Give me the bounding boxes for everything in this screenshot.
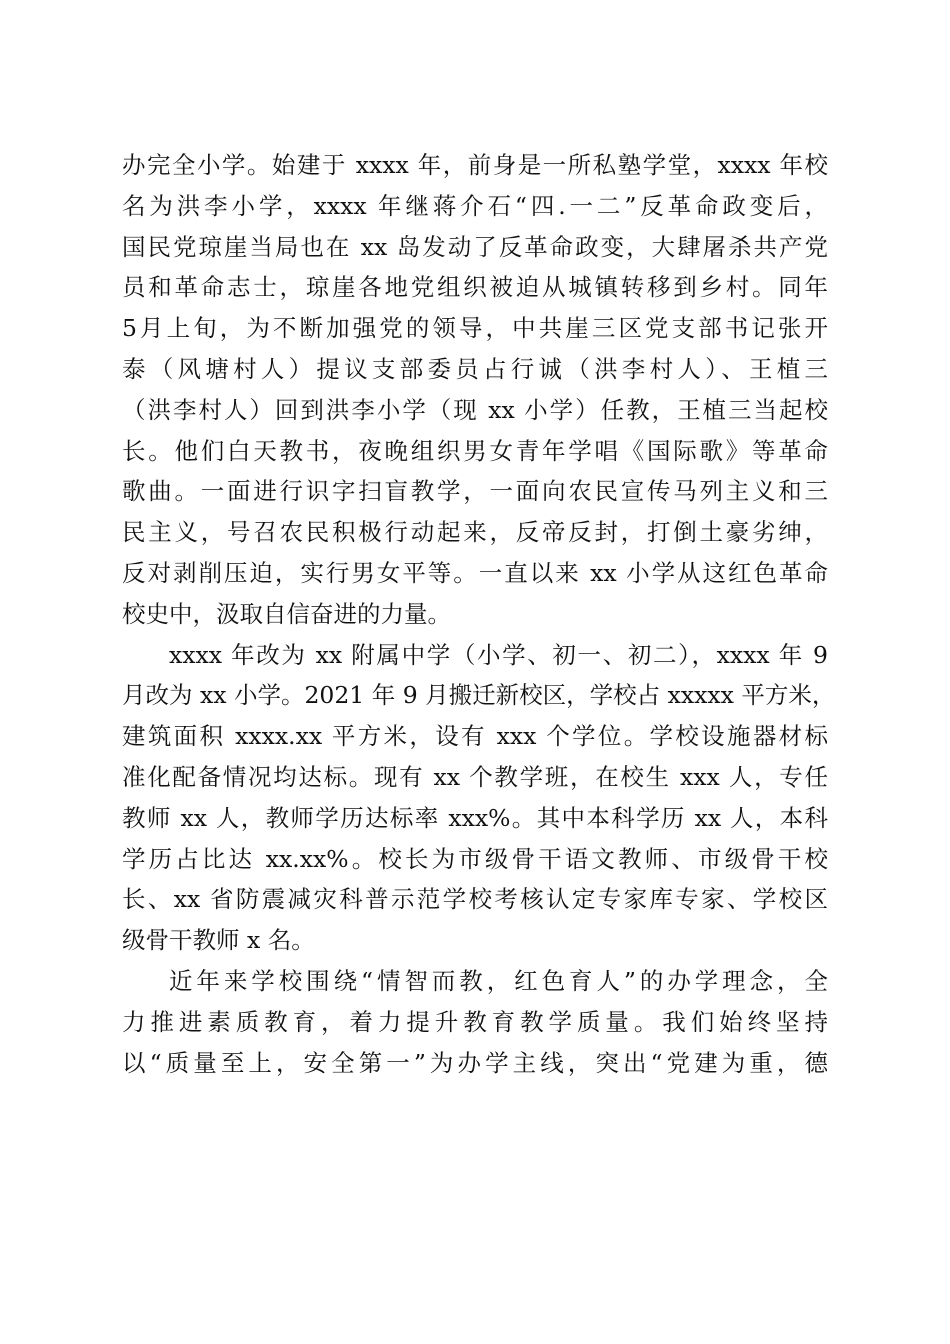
text-line: 员和革命志士，琼崖各地党组织被迫从城镇转移到乡村。同年 xyxy=(122,273,828,302)
text-line: （洪李村人）回到洪李小学（现 xx 小学）任教，王植三当起校 xyxy=(122,395,828,424)
text-line: 准化配备情况均达标。现有 xx 个教学班，在校生 xxx 人，专任 xyxy=(122,762,828,791)
text-line: 泰（风塘村人）提议支部委员占行诚（洪李村人）、王植三 xyxy=(122,354,828,383)
text-line: 力推进素质教育，着力提升教育教学质量。我们始终坚持 xyxy=(122,1007,828,1036)
text-line: 建筑面积 xxxx.xx 平方米，设有 xxx 个学位。学校设施器材标 xyxy=(122,722,828,751)
text-line: 级骨干教师 x 名。 xyxy=(122,926,315,955)
document-body xyxy=(122,145,836,1083)
paragraph-start-line: 近年来学校围绕“情智而教，红色育人”的办学理念，全 xyxy=(169,966,828,995)
text-line: 长、xx 省防震减灾科普示范学校考核认定专家库专家、学校区 xyxy=(122,885,828,914)
text-line: 长。他们白天教书，夜晚组织男女青年学唱《国际歌》等革命 xyxy=(122,436,828,465)
text-line: 以“质量至上，安全第一”为办学主线，突出“党建为重，德 xyxy=(122,1048,828,1077)
text-line: 学历占比达 xx.xx%。校长为市级骨干语文教师、市级骨干校 xyxy=(122,844,828,873)
text-line: 月改为 xx 小学。2021 年 9 月搬迁新校区，学校占 xxxxx 平方米， xyxy=(122,681,836,710)
text-line: 教师 xx 人，教师学历达标率 xxx%。其中本科学历 xx 人，本科 xyxy=(122,803,828,832)
text-line: 名为洪李小学，xxxx 年继蒋介石“四.一二”反革命政变后， xyxy=(122,191,828,220)
text-line: 反对剥削压迫，实行男女平等。一直以来 xx 小学从这红色革命 xyxy=(122,558,828,587)
text-line: 民主义，号召农民积极行动起来，反帝反封，打倒土豪劣绅， xyxy=(122,518,828,547)
paragraph-start-line: xxxx 年改为 xx 附属中学（小学、初一、初二），xxxx 年 9 xyxy=(169,640,828,669)
text-line: 国民党琼崖当局也在 xx 岛发动了反革命政变，大肆屠杀共产党 xyxy=(122,232,828,261)
text-line: 办完全小学。始建于 xxxx 年，前身是一所私塾学堂，xxxx 年校 xyxy=(122,151,828,179)
text-line: 5月上旬，为不断加强党的领导，中共崖三区党支部书记张开 xyxy=(122,314,828,343)
text-line: 歌曲。一面进行识字扫盲教学，一面向农民宣传马列主义和三 xyxy=(122,477,828,506)
text-line: 校史中，汲取自信奋进的力量。 xyxy=(122,599,451,628)
